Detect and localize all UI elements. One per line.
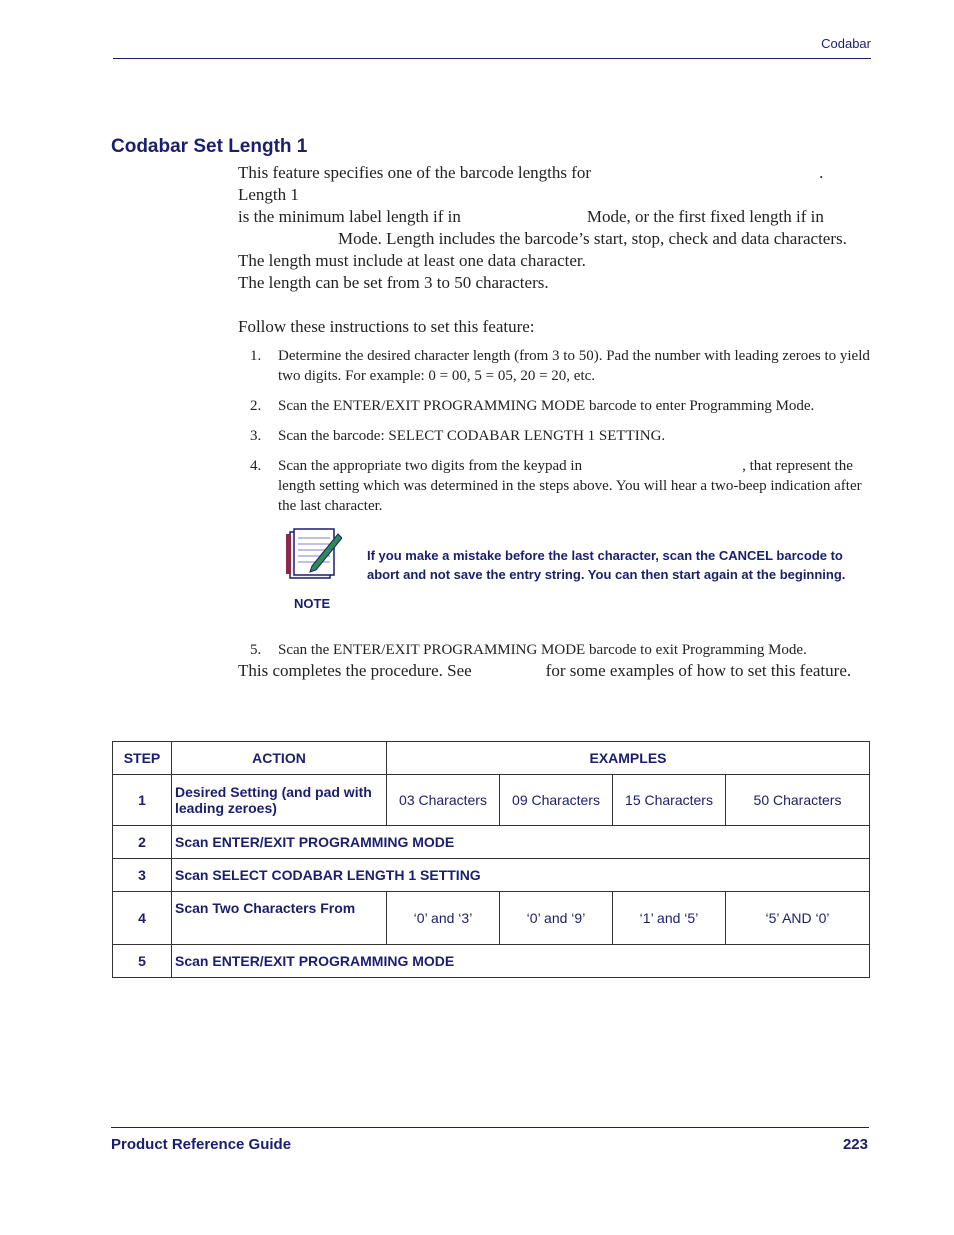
table-cell-example: 15 Characters	[613, 775, 726, 826]
note-box	[238, 526, 870, 626]
table-row	[113, 859, 870, 892]
step-item	[238, 396, 870, 416]
step-text: Scan the ENTER/EXIT PROGRAMMING MODE barcode to exit Programming Mode.	[278, 642, 807, 658]
page-number: 223	[842, 1136, 868, 1153]
table-cell-action: Scan ENTER/EXIT PROGRAMMING MODE	[172, 945, 870, 978]
table-cell-action: Scan ENTER/EXIT PROGRAMMING MODE	[172, 826, 870, 859]
step-item	[238, 346, 870, 386]
step-item	[238, 426, 870, 446]
step-list	[238, 346, 870, 516]
table-row	[113, 945, 870, 978]
body-text	[238, 162, 870, 682]
header-step: STEP	[113, 742, 172, 775]
intro-line-4: The length must include at least one data character.	[238, 251, 586, 270]
examples-table	[112, 741, 870, 978]
intro-line-1b: . Length 1	[238, 163, 824, 204]
table-row	[113, 775, 870, 826]
intro-line-2b: Mode, or the first fixed length if in	[586, 207, 824, 226]
intro-line-3: Mode. Length includes the barcode’s start, stop, check and data characters.	[338, 229, 847, 248]
step-list-cont	[238, 640, 870, 660]
step-text: Scan the appropriate two digits from the keypad in	[278, 458, 583, 474]
header-divider	[113, 58, 871, 59]
table-cell-action: Desired Setting (and pad with leading zeroes)	[172, 775, 387, 826]
step-number: 5.	[250, 642, 262, 658]
table-cell-step: 1	[113, 775, 172, 826]
section-title: Codabar Set Length 1	[111, 136, 308, 157]
completion-text	[238, 660, 870, 682]
header-action: ACTION	[172, 742, 387, 775]
table-header-row	[113, 742, 870, 775]
completion-text-a: This completes the procedure. See	[238, 661, 472, 680]
step-item	[238, 456, 870, 516]
table-cell-example: ‘0’ and ‘3’	[387, 892, 500, 945]
table-cell-example: 50 Characters	[726, 775, 870, 826]
table-cell-example: ‘0’ and ‘9’	[500, 892, 613, 945]
intro-line-2a: is the minimum label length if in	[238, 207, 461, 226]
table-row	[113, 826, 870, 859]
note-text: If you make a mistake before the last character, scan the CANCEL barcode to abort and not save the entry string. You can then start again at the beginning.	[367, 548, 846, 582]
follow-instructions: Follow these instructions to set this feature:	[238, 317, 535, 336]
footer-title: Product Reference Guide	[111, 1136, 292, 1153]
step-text: Determine the desired character length (from 3 to 50). Pad the number with leading zeroes to yield two digits. For example: 0 = 00, 5 = 05, 20 = 20, etc.	[278, 348, 870, 384]
step-number: 1.	[250, 348, 262, 364]
intro-line-1a: This feature specifies one of the barcode lengths for	[238, 163, 592, 182]
header-examples: EXAMPLES	[387, 742, 870, 775]
step-number: 4.	[250, 458, 262, 474]
step-text-cont: , that represent the length setting which was determined in the steps above. You will hear a two-beep indication after the last character.	[278, 458, 862, 514]
table-cell-step: 3	[113, 859, 172, 892]
intro-line-1	[238, 162, 870, 206]
table-row	[113, 892, 870, 945]
notepad-pen-icon	[286, 526, 342, 582]
step-text: Scan the ENTER/EXIT PROGRAMMING MODE barcode to enter Programming Mode.	[278, 398, 815, 414]
table-cell-action: Scan SELECT CODABAR LENGTH 1 SETTING	[172, 859, 870, 892]
step-item	[238, 640, 870, 660]
intro-line-2	[238, 206, 870, 228]
table-cell-example: ‘5’ AND ‘0’	[726, 892, 870, 945]
table-cell-step: 2	[113, 826, 172, 859]
step-number: 2.	[250, 398, 262, 414]
step-number: 3.	[250, 428, 262, 444]
table-cell-action: Scan Two Characters From	[172, 892, 387, 945]
chapter-header: Codabar	[821, 36, 871, 51]
footer-divider	[111, 1127, 869, 1128]
table-cell-example: 03 Characters	[387, 775, 500, 826]
step-text: Scan the barcode: SELECT CODABAR LENGTH 1 SETTING.	[278, 428, 666, 444]
table-cell-example: 09 Characters	[500, 775, 613, 826]
table-cell-example: ‘1’ and ‘5’	[613, 892, 726, 945]
completion-text-b: for some examples of how to set this feature.	[545, 661, 852, 680]
note-label: NOTE	[294, 596, 331, 611]
table-cell-step: 4	[113, 892, 172, 945]
table-cell-step: 5	[113, 945, 172, 978]
intro-line-5: The length can be set from 3 to 50 characters.	[238, 273, 549, 292]
